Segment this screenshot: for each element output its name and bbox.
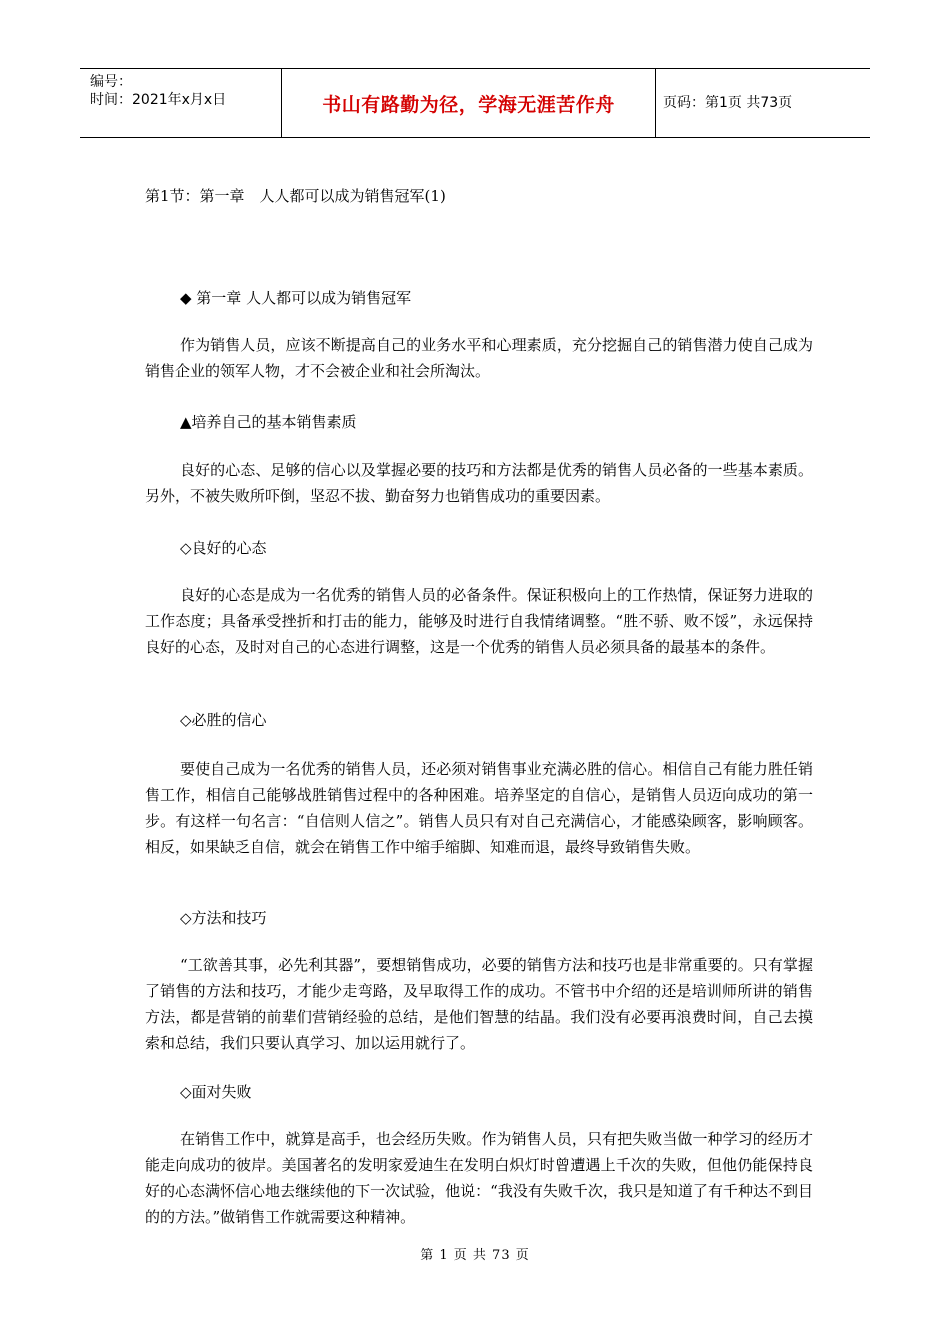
mindset-heading: ◇良好的心态	[180, 539, 267, 557]
page-footer: 第 1 页 共 73 页	[420, 1248, 530, 1263]
intro-paragraph: 作为销售人员，应该不断提高自己的业务水平和心理素质，充分挖掘自己的销售潜力使自己成为销售企业的领军人物，才不会被企业和社会所淘汰。	[145, 336, 813, 380]
header-page-info: 页码：第1页 共73页	[663, 95, 793, 111]
header-motto: 书山有路勤为径，学海无涯苦作舟	[322, 94, 615, 116]
confidence-paragraph: 要使自己成为一名优秀的销售人员，还必须对销售事业充满必胜的信心。相信自己有能力胜任销售工作，相信自己能够战胜销售过程中的各种困难。培养坚定的自信心，是销售人员迈向成功的第一步。有这样一句名言：“自信则人信之”。销售人员只有对自己充满信心，才能感染顾客，影响顾客。相反，如果缺乏自信，就会在销售工作中缩手缩脚、知难而退，最终导致销售失败。	[145, 760, 813, 856]
failure-heading: ◇面对失败	[180, 1083, 252, 1101]
header-page-cell	[655, 69, 870, 137]
methods-paragraph: “工欲善其事，必先利其器”，要想销售成功，必要的销售方法和技巧也是非常重要的。只有掌握了销售的方法和技巧，才能少走弯路，及早取得工作的成功。不管书中介绍的还是培训师所讲的销售方法，都是营销的前辈们营销经验的总结，是他们智慧的结晶。我们没有必要再浪费时间，自己去摸索和总结，我们只要认真学习、加以运用就行了。	[145, 956, 813, 1052]
header-meta	[80, 69, 280, 137]
confidence-heading: ◇必胜的信心	[180, 711, 267, 729]
methods-heading: ◇方法和技巧	[180, 909, 267, 927]
header-motto-cell	[281, 69, 656, 137]
document-date: 时间：2021年x月x日	[90, 92, 227, 108]
section-title: 第1节：第一章 人人都可以成为销售冠军(1)	[145, 187, 446, 205]
failure-paragraph: 在销售工作中，就算是高手，也会经历失败。作为销售人员，只有把失败当做一种学习的经历才能走向成功的彼岸。美国著名的发明家爱迪生在发明白炽灯时曾遭遇上千次的失败，但他仍能保持良好的心态满怀信心地去继续他的下一次试验，他说：“我没有失败千次，我只是知道了有千种达不到目的的方法。”做销售工作就需要这种精神。	[145, 1130, 813, 1226]
basic-quality-paragraph: 良好的心态、足够的信心以及掌握必要的技巧和方法都是优秀的销售人员必备的一些基本素质。另外，不被失败所吓倒，坚忍不拔、勤奋努力也销售成功的重要因素。	[145, 461, 813, 505]
chapter-heading: ◆ 第一章 人人都可以成为销售冠军	[180, 289, 412, 307]
page-header	[80, 68, 870, 138]
document-number-label: 编号：	[90, 74, 132, 90]
basic-quality-heading: ▲培养自己的基本销售素质	[180, 413, 357, 431]
mindset-paragraph: 良好的心态是成为一名优秀的销售人员的必备条件。保证积极向上的工作热情，保证努力进取的工作态度；具备承受挫折和打击的能力，能够及时进行自我情绪调整。“胜不骄、败不馁”，永远保持良好的心态，及时对自己的心态进行调整，这是一个优秀的销售人员必须具备的最基本的条件。	[145, 586, 813, 656]
